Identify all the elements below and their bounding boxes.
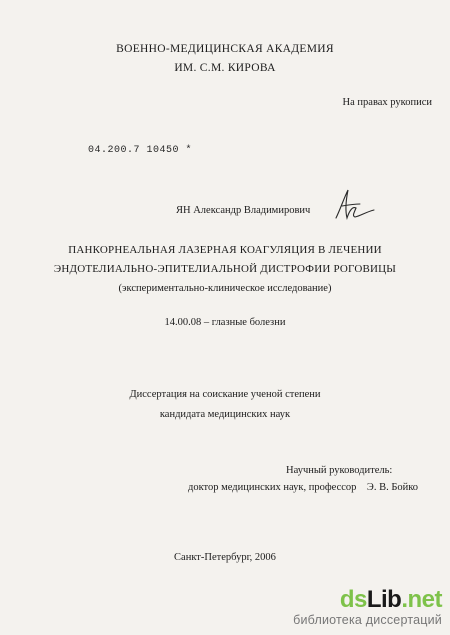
- registration-stamp: 04.200.7 10450 *: [88, 145, 193, 156]
- author-signature: [330, 188, 378, 226]
- degree-line2: кандидата медицинских наук: [159, 409, 291, 420]
- dslib-logo: dsLib.net: [339, 586, 442, 613]
- specialty-code: 14.00.08 – глазные болезни: [164, 317, 286, 328]
- place-and-year: Санкт-Петербург, 2006: [174, 552, 276, 563]
- institution-line1: ВОЕННО-МЕДИЦИНСКАЯ АКАДЕМИЯ: [116, 43, 334, 55]
- author-name: ЯН Александр Владимирович: [176, 205, 311, 216]
- dslib-subtitle: библиотека диссертаций: [293, 613, 442, 627]
- supervisor-name: доктор медицинских наук, профессор Э. В. Бойко: [188, 482, 419, 493]
- degree-line1: Диссертация на соискание ученой степени: [129, 389, 321, 400]
- supervisor-label: Научный руководитель:: [286, 465, 393, 476]
- dslib-watermark: [293, 588, 442, 627]
- dissertation-title-line1: ПАНКОРНЕАЛЬНАЯ ЛАЗЕРНАЯ КОАГУЛЯЦИЯ В ЛЕЧЕНИИ: [68, 244, 382, 256]
- dissertation-subtitle: (экспериментально-клиническое исследование): [118, 283, 332, 294]
- dissertation-title-line2: ЭНДОТЕЛИАЛЬНО-ЭПИТЕЛИАЛЬНОЙ ДИСТРОФИИ РОГОВИЦЫ: [53, 263, 397, 275]
- rights-notice: На правах рукописи: [342, 97, 432, 108]
- institution-line2: ИМ. С.М. КИРОВА: [174, 62, 276, 74]
